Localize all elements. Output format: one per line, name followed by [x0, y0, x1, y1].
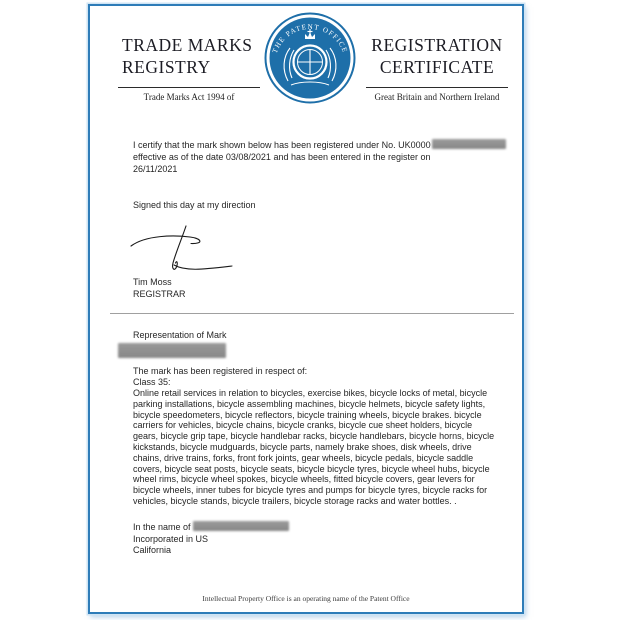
certify-text-line3: 26/11/2021 — [133, 163, 178, 174]
patent-office-seal — [264, 12, 356, 104]
certify-text-line2: effective as of the date 03/08/2021 and has been entered in the register on — [133, 151, 431, 162]
owner-block — [133, 521, 493, 557]
left-title-line1: TRADE MARKS — [122, 35, 253, 55]
left-header-rule — [118, 87, 260, 88]
footer-disclaimer: Intellectual Property Office is an operating name of the Patent Office — [202, 594, 410, 603]
section-divider — [110, 313, 514, 314]
seal-arc-text: THE PATENT OFFICE — [270, 22, 350, 55]
signed-line: Signed this day at my direction — [133, 200, 256, 210]
owner-incorporated-line: Incorporated in US — [133, 533, 209, 544]
right-title — [362, 34, 512, 78]
left-title — [122, 34, 252, 78]
certify-text: I certify that the mark shown below has been registered under No. UK0000 — [133, 140, 431, 150]
signatory-name: Tim Moss — [133, 277, 172, 287]
left-subtitle: Trade Marks Act 1994 of — [143, 92, 235, 102]
goods-services-paragraph: Online retail services in relation to bicycles, exercise bikes, bicycle locks of metal, bicycle parking installations, bicycle assembling machines, bicycle helmets, bicycle safety lights, bicycle speedometers, bicycle reflectors, bicycle training wheels, bicycle brakes. bicycle carriers for vehicles, bicycle chains, bicycle cranks, bicycle cue sheet holders, bicycle gears, bicycle grip tape, bicycle handlebar racks, bicycle handlebars, bicycle horns, bicycle kickstands, bicycle mudguards, bicycle parts, namely brake shoes, disk wheels, drive chains, drive trains, forks, front fork joints, gear wheels, bicycle pedals, bicycle saddle covers, bicycle seat posts, bicycle seats, bicycle bicycle tyres, bicycle wheel hubs, bicycle wheel rims, bicycle wheel spokes, bicycle wheels, fitted bicycle covers, gear levers for bicycle wheels, inner tubes for bicycle tyres and pumps for bicycle tyres, bicycle racks for vehicles, bicycle stands, bicycle trailers, bicycle storage racks and water bottles. . — [133, 388, 495, 506]
representation-label: Representation of Mark — [133, 330, 227, 340]
redacted-owner-name — [193, 521, 289, 531]
right-title-line2: CERTIFICATE — [379, 57, 495, 77]
signatory-title: REGISTRAR — [133, 289, 186, 299]
certificate-page — [88, 4, 524, 614]
right-title-line1: REGISTRATION — [371, 35, 503, 55]
signature-image — [128, 222, 240, 278]
class-heading: Class 35: — [133, 377, 171, 387]
left-title-line2: REGISTRY — [122, 57, 211, 77]
owner-state-line: California — [133, 545, 172, 556]
right-header-rule — [366, 87, 508, 88]
certification-paragraph — [133, 139, 499, 175]
registered-in-respect-line: The mark has been registered in respect of: — [133, 366, 308, 376]
owner-name-prefix: In the name of — [133, 522, 194, 532]
redacted-registration-number — [432, 139, 506, 149]
redacted-mark-representation — [118, 343, 226, 358]
signatory-block — [133, 276, 186, 300]
right-subtitle: Great Britain and Northern Ireland — [374, 92, 500, 102]
